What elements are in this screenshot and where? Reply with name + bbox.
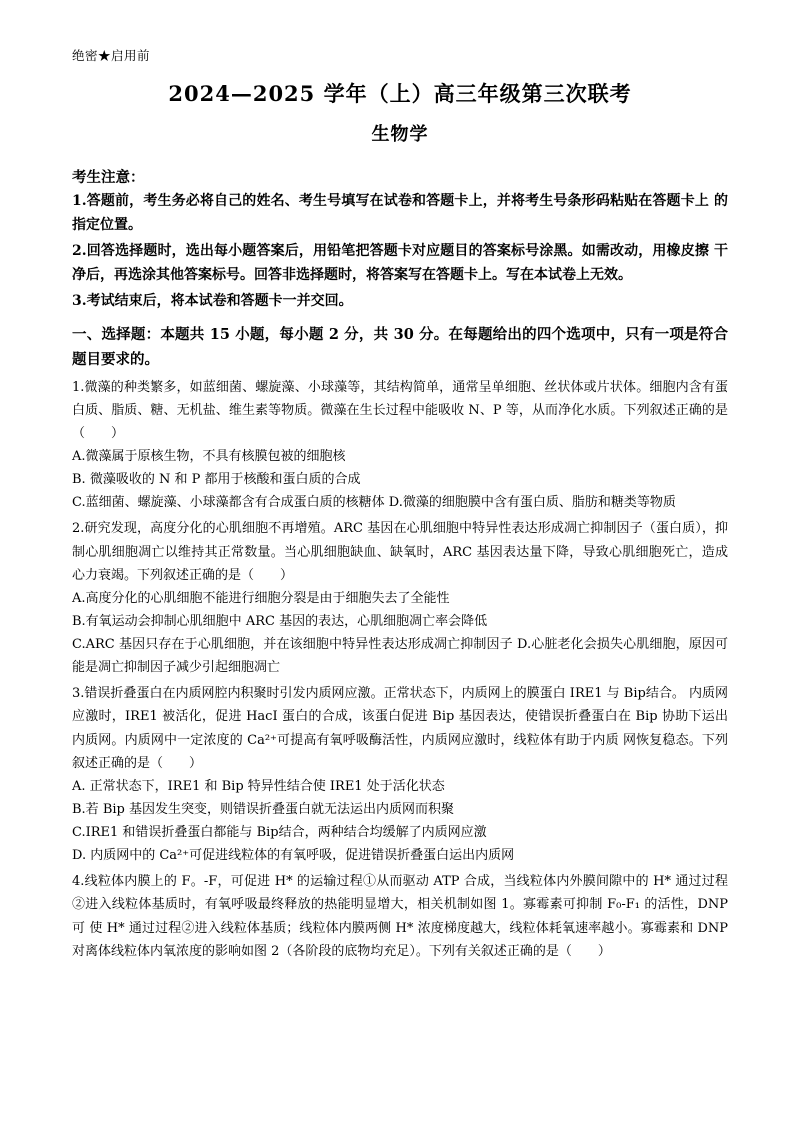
question-1-option-b: B. 微藻吸收的 N 和 P 都用于核酸和蛋白质的合成	[72, 472, 361, 488]
notice-item-3: 3.考试结束后，将本试卷和答题卡一并交回。	[72, 292, 353, 309]
question-4-stem: 4.线粒体内膜上的 F。-F，可促进 H* 的运输过程①从而驱动 ATP 合成，当线粒体内外膜间隙中的 H* 通过过程②进入线粒体基质时，有氧呼吸最终释放的热能明显增大，相关机制如图 1。寡霉素可抑制 F₀-F₁ 的活性，DNP 可 使 H* 通过过程②进入线粒体基质；线粒体内膜两侧 H* 浓度梯度越大，线粒体耗氧速率越小。寡霉素和 DNP 对离体线粒体内氧浓度的影响如图 2（各阶段的底物均充足）。下列有关叙述正确的是（ ）	[72, 874, 728, 959]
section-one-heading: 一、选择题：本题共 15 小题，每小题 2 分，共 30 分。在每题给出的四个选项中，只有一项是符合题目要求的。	[72, 325, 728, 369]
question-2	[72, 517, 728, 679]
notice-item-1: 1.答题前，考生务必将自己的姓名、考生号填写在试卷和答题卡上，并将考生号条形码粘贴在答题卡上 的指定位置。	[72, 192, 728, 233]
question-1-option-cd: C.蓝细菌、螺旋藻、小球藻都含有合成蛋白质的核糖体 D.微藻的细胞膜中含有蛋白质、脂肪和糖类等物质	[72, 495, 676, 511]
page-title: 2024—2025 学年（上）高三年级第三次联考	[168, 81, 632, 106]
question-3-option-b: B.若 Bip 基因发生突变，则错误折叠蛋白就无法运出内质网而积聚	[72, 801, 454, 817]
question-2-option-a: A.高度分化的心肌细胞不能进行细胞分裂是由于细胞失去了全能性	[72, 590, 450, 606]
notice-item-2: 2.回答选择题时，选出每小题答案后，用铅笔把答题卡对应题目的答案标号涂黑。如需改动，用橡皮擦 干净后，再选涂其他答案标号。回答非选择题时，将答案写在答题卡上。写在本试卷上无效。	[72, 242, 728, 283]
question-1	[72, 376, 728, 515]
question-2-stem: 2.研究发现，高度分化的心肌细胞不再增殖。ARC 基因在心肌细胞中特异性表达形成凋亡抑制因子（蛋白质），抑制心肌细胞凋亡以维持其正常数量。当心肌细胞缺血、缺氧时，ARC 基因表达量下降，导致心肌细胞死亡，造成心力衰竭。下列叙述正确的是（ ）	[72, 521, 728, 583]
secret-mark: 绝密★启用前	[72, 48, 151, 63]
question-2-option-b: B.有氧运动会抑制心肌细胞中 ARC 基因的表达，心肌细胞凋亡率会降低	[72, 613, 488, 629]
subject-title: 生物学	[371, 123, 429, 145]
question-3	[72, 682, 728, 867]
notice-heading: 考生注意：	[72, 168, 145, 186]
question-3-option-d: D. 内质网中的 Ca²⁺可促进线粒体的有氧呼吸，促进错误折叠蛋白运出内质网	[72, 848, 515, 864]
question-3-option-c: C.IRE1 和错误折叠蛋白都能与 Bip结合，两种结合均缓解了内质网应激	[72, 825, 487, 841]
question-4	[72, 870, 728, 963]
question-3-option-a: A. 正常状态下，IRE1 和 Bip 特异性结合使 IRE1 处于活化状态	[72, 778, 445, 794]
question-1-option-a: A.微藻属于原核生物，不具有核膜包被的细胞核	[72, 449, 346, 465]
question-3-stem: 3.错误折叠蛋白在内质网腔内积聚时引发内质网应激。正常状态下，内质网上的膜蛋白 IRE1 与 Bip结合。 内质网应激时，IRE1 被活化，促进 HacI 蛋白的合成，该蛋白促进 Bip 基因表达，使错误折叠蛋白在 Bip 协助下运出内质网。内质网中一定浓度的 Ca²⁺可提高有氧呼吸酶活性，内质网应激时，线粒体有助于内质 网恢复稳态。下列叙述正确的是（ ）	[72, 686, 728, 771]
question-2-option-cd: C.ARC 基因只存在于心肌细胞，并在该细胞中特异性表达形成凋亡抑制因子 D.心脏老化会损失心肌细胞，原因可能是凋亡抑制因子减少引起细胞凋亡	[72, 637, 728, 676]
page-content	[72, 46, 728, 963]
question-1-stem: 1.微藻的种类繁多，如蓝细菌、螺旋藻、小球藻等，其结构简单，通常呈单细胞、丝状体或片状体。细胞内含有蛋白质、脂质、糖、无机盐、维生素等物质。微藻在生长过程中能吸收 N、P 等，从而净化水质。下列叙述正确的是（ ）	[72, 379, 728, 441]
